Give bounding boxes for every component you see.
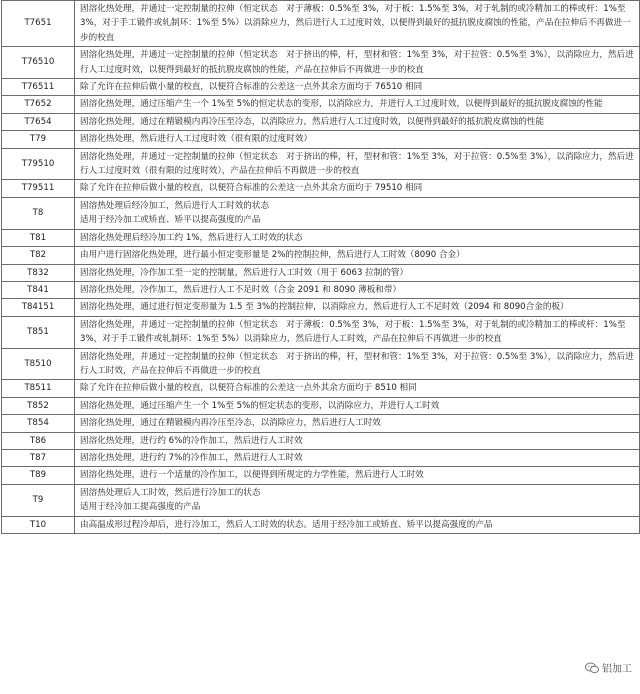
temper-code: T10 xyxy=(2,516,75,533)
table-row xyxy=(2,1,640,47)
temper-description: 固溶化热处理，通过进行恒定变形量为 1.5 至 3%的控制拉伸，以消除应力，然后进行人工不足时效（2094 和 8090合金的板） xyxy=(75,299,640,316)
table-row xyxy=(2,229,640,246)
temper-description: 除了允许在拉伸后做小量的校直，以便符合标准的公差这一点外其余方面均于 79510 相同 xyxy=(75,180,640,197)
temper-table xyxy=(1,0,640,534)
table-row xyxy=(2,180,640,197)
temper-code: T82 xyxy=(2,247,75,264)
temper-code: T841 xyxy=(2,281,75,298)
temper-code: T7651 xyxy=(2,1,75,47)
temper-code: T89 xyxy=(2,467,75,484)
watermark-text: 铝加工 xyxy=(602,664,632,675)
watermark xyxy=(583,659,636,676)
temper-description: 固溶化热处理，冷作加工，然后进行人工不足时效（合金 2091 和 8090 薄板和带） xyxy=(75,281,640,298)
table-row xyxy=(2,281,640,298)
temper-code: T8 xyxy=(2,197,75,229)
temper-code: T9 xyxy=(2,484,75,516)
temper-code: T84151 xyxy=(2,299,75,316)
temper-code: T86 xyxy=(2,432,75,449)
table-row xyxy=(2,415,640,432)
temper-code: T79 xyxy=(2,131,75,148)
table-row xyxy=(2,449,640,466)
table-row xyxy=(2,247,640,264)
temper-code: T87 xyxy=(2,449,75,466)
table-row xyxy=(2,380,640,397)
temper-code: T79510 xyxy=(2,148,75,180)
table-row xyxy=(2,484,640,516)
temper-description: 固溶化热处理，然后进行人工过度时效（很有限的过度时效） xyxy=(75,131,640,148)
temper-description: 固溶化热处理，通过在精锻模内再冷压至冷态，以消除应力，然后进行人工过度时效，以便得到最好的抵抗脱皮腐蚀的性能 xyxy=(75,113,640,130)
temper-code: T79511 xyxy=(2,180,75,197)
temper-description: 由高温成形过程冷却后，进行冷加工，然后人工时效的状态。适用于经冷加工或矫直、矫平以提高强度的产品 xyxy=(75,516,640,533)
table-row xyxy=(2,197,640,229)
temper-description: 固溶化热处理，并通过一定控制量的拉伸（恒定状态 对于薄板：0.5%至 3%，对于板：1.5%至 3%，对于轧制的或冷精加工的棒或杆：1%至 3%，对于手工锻件或轧制环：1%至 5%）以消除应力，然后进行人工过度时效，以便得到最好的抵抗脱皮腐蚀的性能，产品在拉伸后不再做进一步的校直 xyxy=(75,1,640,47)
temper-code: T76510 xyxy=(2,47,75,79)
table-row xyxy=(2,299,640,316)
temper-code: T81 xyxy=(2,229,75,246)
temper-code: T8511 xyxy=(2,380,75,397)
temper-description: 固溶化热处理，并通过一定控制量的拉伸（恒定状态 对于挤出的棒，杆，型材和管：1%至 3%，对于拉管：0.5%至 3%），以消除应力，然后进行人工过度时效（很有限的过度时效），产品在拉伸后不再做进一步的校直 xyxy=(75,148,640,180)
temper-code: T7652 xyxy=(2,96,75,113)
wechat-icon xyxy=(585,662,599,674)
temper-description: 固溶化热处理，并通过一定控制量的拉伸（恒定状态 对于挤出的棒，杆，型材和管：1%至 3%，对于拉管：0.5%至 3%），以消除应力，然后进行人工过度时效，以便得到最好的抵抗脱皮腐蚀的性能，产品在拉伸后不再做进一步的校直 xyxy=(75,47,640,79)
temper-code: T854 xyxy=(2,415,75,432)
table-row xyxy=(2,131,640,148)
temper-description: 固溶化热处理后经冷加工约 1%，然后进行人工时效的状态 xyxy=(75,229,640,246)
table-row xyxy=(2,79,640,96)
temper-code: T7654 xyxy=(2,113,75,130)
temper-code: T852 xyxy=(2,397,75,414)
temper-description: 固溶化热处理，进行一个适量的冷作加工，以便得到所规定的力学性能，然后进行人工时效 xyxy=(75,467,640,484)
temper-description: 固溶化热处理，进行约 6%的冷作加工，然后进行人工时效 xyxy=(75,432,640,449)
temper-description: 固溶热处理后人工时效，然后进行冷加工的状态 适用于经冷加工提高强度的产品 xyxy=(75,484,640,516)
temper-description: 由用户进行固溶化热处理，进行最小恒定变形量是 2%的控制拉伸，然后进行人工时效（8090 合金） xyxy=(75,247,640,264)
table-row xyxy=(2,316,640,348)
table-row xyxy=(2,397,640,414)
temper-description: 固溶化热处理，通过压缩产生一个 1%至 5%的恒定状态的变形，以消除应力，并进行人工时效 xyxy=(75,397,640,414)
temper-description: 固溶热处理后经冷加工，然后进行人工时效的状态 适用于经冷加工或矫直、矫平以提高强度的产品 xyxy=(75,197,640,229)
table-row xyxy=(2,467,640,484)
temper-description: 固溶化热处理，并通过一定控制量的拉伸（恒定状态 对于薄板：0.5%至 3%，对于板：1.5%至 3%，对于轧制的或冷精加工的棒或杆：1%至 3%，对于手工锻件或轧制环：1%至 5%）以消除应力，然后进行人工时效，产品在拉伸后不再做进一步的校直 xyxy=(75,316,640,348)
table-row xyxy=(2,113,640,130)
temper-description: 除了允许在拉伸后做小量的校直，以便符合标准的公差这一点外其余方面均于 8510 相同 xyxy=(75,380,640,397)
temper-description: 固溶化热处理，通过压缩产生一个 1%至 5%的恒定状态的变形，以消除应力，并进行人工过度时效，以便得到最好的抵抗脱皮腐蚀的性能 xyxy=(75,96,640,113)
temper-description: 固溶化热处理，并通过一定控制量的拉伸（恒定状态 对于挤出的棒，杆，型材和管：1%至 3%，对于拉管：0.5%至 3%），以消除应力，然后进行人工时效，产品在拉伸后不再做进一步的校直 xyxy=(75,348,640,380)
temper-code: T832 xyxy=(2,264,75,281)
table-row xyxy=(2,516,640,533)
temper-code: T8510 xyxy=(2,348,75,380)
table-row xyxy=(2,148,640,180)
table-row xyxy=(2,96,640,113)
temper-description: 固溶化热处理，冷作加工至一定的控制量，然后进行人工时效（用于 6063 拉制的管） xyxy=(75,264,640,281)
table-row xyxy=(2,432,640,449)
temper-description: 固溶化热处理，通过在精锻模内再冷压至冷态，以消除应力，然后进行人工时效 xyxy=(75,415,640,432)
temper-description: 除了允许在拉伸后做小量的校直，以便符合标准的公差这一点外其余方面均于 76510 相同 xyxy=(75,79,640,96)
table-row xyxy=(2,47,640,79)
table-row xyxy=(2,348,640,380)
temper-code: T851 xyxy=(2,316,75,348)
table-row xyxy=(2,264,640,281)
temper-description: 固溶化热处理，进行约 7%的冷作加工，然后进行人工时效 xyxy=(75,449,640,466)
temper-code: T76511 xyxy=(2,79,75,96)
